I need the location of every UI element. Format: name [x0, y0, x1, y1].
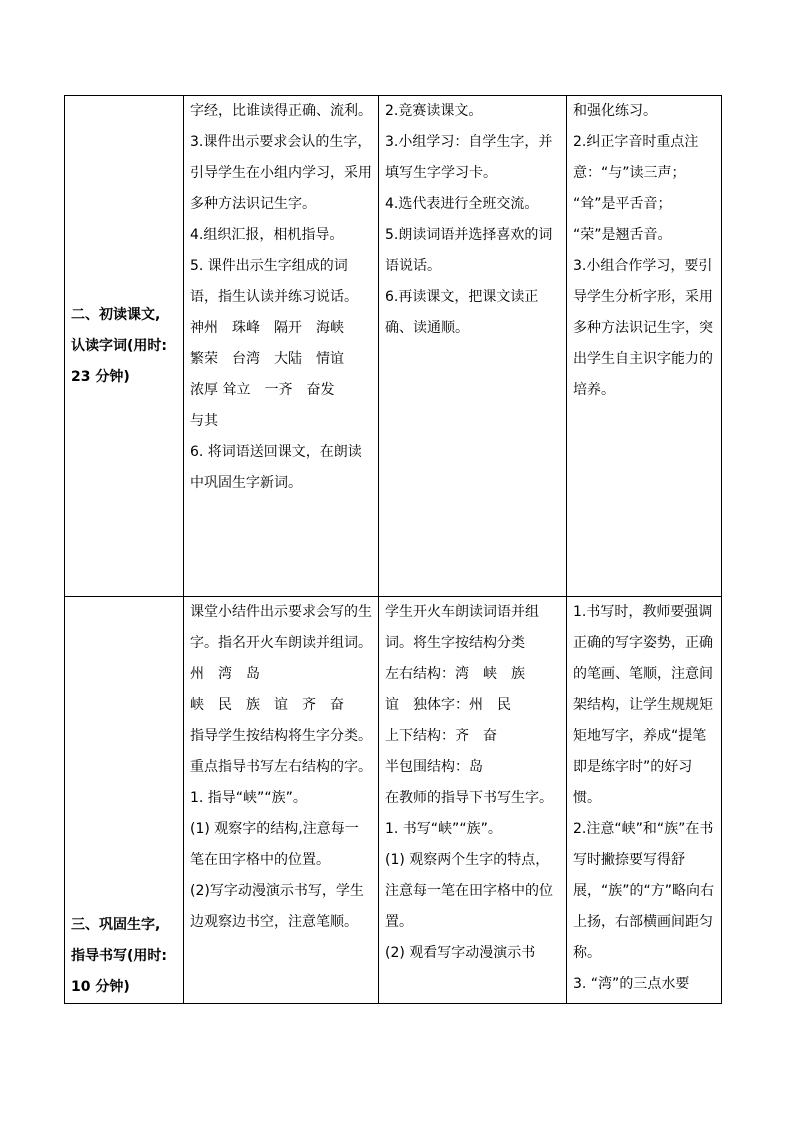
- stage-cell: [65, 96, 184, 597]
- design-notes-cell: [567, 597, 722, 1004]
- stage-title-line: 23 分钟): [71, 368, 130, 385]
- text-line: 在教师的指导下书写生字。: [385, 790, 553, 806]
- student-activity-cell: [379, 96, 567, 597]
- vocab-line: 浓厚 耸立 一齐 奋发: [190, 382, 335, 398]
- vocab-line: 神州 珠峰 隔开 海峡: [190, 320, 344, 336]
- teacher-activity-cell: [184, 597, 379, 1004]
- text-line: 3.课件出示要求会认的生字，引导学生在小组内学习，采用多种方法识记生字。: [190, 134, 372, 212]
- stage-title-line: 二、初读课文,: [71, 306, 161, 323]
- text-line: 上下结构：齐 奋: [385, 728, 497, 744]
- text-line: 3.小组合作学习，要引导学生分析字形，采用多种方法识记生字，突出学生自主识字能力的培养。: [573, 258, 713, 398]
- text-line: (1) 观察两个生字的特点，注意每一笔在田字格中的位置。: [385, 852, 553, 930]
- text-line: 4.选代表进行全班交流。: [385, 196, 539, 212]
- text-line: 指导学生按结构将生字分类。 重点指导书写左右结构的字。 1. 指导“峡”“族”。: [190, 728, 379, 806]
- stage-cell: [65, 597, 184, 1004]
- text-line: 5. 课件出示生字组成的词语，指生认读并练习说话。: [190, 258, 358, 305]
- text-line: 2.竞赛读课文。: [385, 103, 483, 119]
- text-line: 6. 将词语送回课文，在朗读中巩固生字新词。: [190, 444, 362, 491]
- text-line: 半包围结构：岛: [385, 759, 483, 775]
- text-line: 1. 书写“峡”“族”。: [385, 821, 502, 837]
- text-line: 字经，比谁读得正确、流利。: [190, 103, 372, 119]
- table-row: [65, 96, 722, 597]
- stage-title-line: 10 分钟): [71, 979, 130, 995]
- text-line: “耸”是平舌音；: [573, 196, 672, 212]
- lesson-plan-table: [64, 95, 722, 1004]
- text-line: 峡 民 族 谊 齐 奋: [190, 697, 344, 713]
- student-activity-cell: [379, 597, 567, 1004]
- text-line: (2) 观看写字动漫演示书: [385, 945, 536, 961]
- stage-title-line: 指导书写(用时:: [71, 948, 167, 964]
- stage-title-line: 三、巩固生字,: [71, 917, 161, 933]
- text-line: 5.朗读词语并选择喜欢的词语说话。: [385, 227, 553, 274]
- text-line: (1) 观察字的结构,注意每一笔在田字格中的位置。: [190, 821, 359, 868]
- text-line: “荣”是翘舌音。: [573, 227, 672, 243]
- text-line: 3.小组学习：自学生字，并填写生字学习卡。: [385, 134, 553, 181]
- text-line: 2.注意“峡”和“族”在书写时撇捺要写得舒展，“族”的“方”略向右上扬，右部横画间距匀称。: [573, 821, 715, 961]
- vocab-line: 繁荣 台湾 大陆 情谊: [190, 351, 344, 367]
- text-line: 学生开火车朗读词语并组词。将生字按结构分类: [385, 604, 539, 651]
- text-line: 6.再读课文，把课文读正确、读通顺。: [385, 289, 539, 336]
- stage-title-line: 认读字词(用时:: [71, 337, 167, 354]
- design-notes-cell: [567, 96, 722, 597]
- text-line: 谊 独体字：州 民: [385, 697, 511, 713]
- teacher-activity-cell: [184, 96, 379, 597]
- text-line: 课堂小结件出示要求会写的生字。指名开火车朗读并组词。 州 湾 岛: [190, 604, 379, 682]
- text-line: (2)写字动漫演示书写，学生 边观察边书空，注意笔顺。: [190, 883, 369, 930]
- text-line: 和强化练习。: [573, 103, 657, 119]
- text-line: 4.组织汇报，相机指导。: [190, 227, 344, 243]
- vocab-line: 与其: [190, 413, 218, 429]
- text-line: 1.书写时，教师要强调正确的写字姿势，正确的笔画、笔顺，注意间架结构，让学生规规矩矩地写字，养成“提笔即是练字时”的好习惯。: [573, 604, 713, 806]
- text-line: 左右结构：湾 峡 族: [385, 666, 525, 682]
- text-line: 3. “湾”的三点水要: [573, 976, 690, 992]
- table-row: [65, 597, 722, 1004]
- text-line: 2.纠正字音时重点注意：“与”读三声；: [573, 134, 699, 181]
